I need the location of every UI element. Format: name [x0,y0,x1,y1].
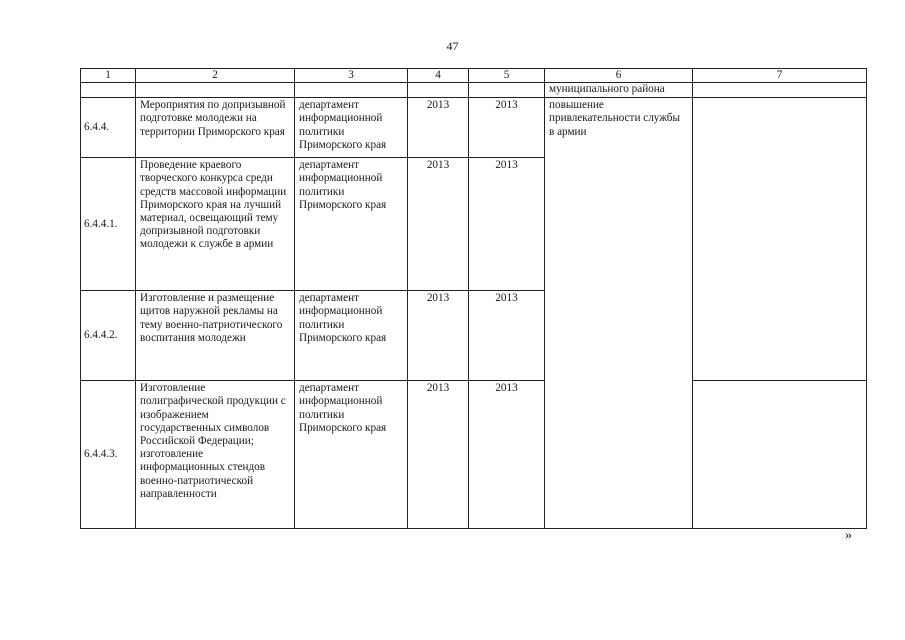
activity-cell: Проведение краевого творческого конкурса среди средств массовой информации Приморского края на лучший материал, освещающий тему допризывной подготовки молодежи к службе в армии [136,158,295,291]
header-row [81,69,867,83]
header-cell-1: 1 [81,69,136,83]
start-year-cell: 2013 [408,98,469,158]
activity-cell: Изготовление и размещение щитов наружной рекламы на тему военно-патриотического воспитания молодежи [136,291,295,381]
header-cell-6: 6 [545,69,693,83]
table-row [81,98,867,158]
header-cell-2: 2 [136,69,295,83]
executor-cell: департамент информационной политики Приморского края [295,158,408,291]
header-cell-4: 4 [408,69,469,83]
item-number: 6.4.4.1. [81,158,136,291]
continuation-cell-3 [295,83,408,98]
continuation-cell-4 [408,83,469,98]
activity-cell: Изготовление полиграфической продукции с изображением государственных символов Российской Федерации; изготовление информационных стендов военно-патриотической направленности [136,381,295,529]
end-year-cell: 2013 [469,381,545,529]
column7-cell-upper [693,98,867,381]
executor-cell: департамент информационной политики Приморского края [295,291,408,381]
continuation-cell-6: муниципального района [545,83,693,98]
start-year-cell: 2013 [408,381,469,529]
start-year-cell: 2013 [408,158,469,291]
continuation-cell-1 [81,83,136,98]
end-year-cell: 2013 [469,291,545,381]
goal-cell: повышение привлекательности службы в армии [545,98,693,381]
page-number: 47 [446,39,459,53]
item-number: 6.4.4. [81,98,136,158]
end-year-cell: 2013 [469,98,545,158]
header-cell-3: 3 [295,69,408,83]
continuation-cell-2 [136,83,295,98]
header-cell-5: 5 [469,69,545,83]
continuation-row [81,83,867,98]
end-year-cell: 2013 [469,158,545,291]
continuation-cell-7 [693,83,867,98]
continuation-cell-5 [469,83,545,98]
goal-cell-continued [545,381,693,529]
activity-cell: Мероприятия по допризывной подготовке молодежи на территории Приморского края [136,98,295,158]
closing-quote-mark: » [845,528,852,543]
item-number: 6.4.4.3. [81,381,136,529]
executor-cell: департамент информационной политики Приморского края [295,381,408,529]
column7-cell-lower [693,381,867,529]
measures-table [80,68,867,529]
header-cell-7: 7 [693,69,867,83]
start-year-cell: 2013 [408,291,469,381]
table-row [81,381,867,529]
item-number: 6.4.4.2. [81,291,136,381]
executor-cell: департамент информационной политики Приморского края [295,98,408,158]
